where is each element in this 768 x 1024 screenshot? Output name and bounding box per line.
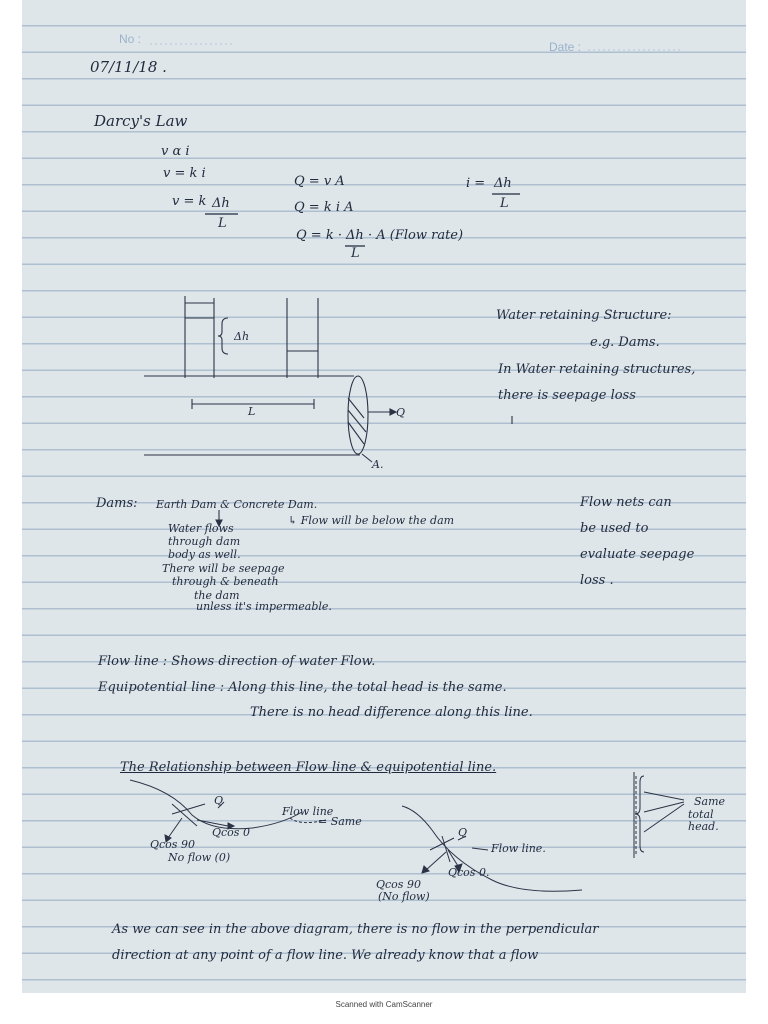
earth-dam-note-1: Water flows	[168, 522, 234, 535]
darcy-title: Darcy's Law	[94, 112, 188, 130]
same-total-head-diagram	[634, 772, 684, 858]
left-same-label: = Same	[318, 815, 362, 828]
left-noflow-label: No flow (0)	[168, 851, 231, 864]
flow-eq-3-rate: · A (Flow rate)	[368, 228, 464, 243]
earth-dam-note-2: through dam	[168, 535, 241, 548]
earth-dam-note-7: unless it's impermeable.	[196, 600, 332, 613]
notebook-page	[22, 0, 746, 993]
retaining-text-1: In Water retaining structures,	[498, 362, 696, 377]
flow-eq-3: Q = k ·	[296, 228, 342, 243]
figure-dh-label: Δh	[234, 330, 250, 343]
no-head-difference: There is no head difference along this line.	[250, 705, 533, 720]
gradient-length: L	[500, 196, 509, 211]
same-head-label-1: Same	[694, 795, 726, 808]
left-q-label: Q	[214, 794, 224, 807]
earth-dam-note-6: the dam	[194, 589, 240, 602]
right-noflow-label: (No flow)	[378, 890, 430, 903]
flow-line-definition: Flow line : Shows direction of water Flow.	[98, 654, 376, 669]
conclusion-line-1: As we can see in the above diagram, there is no flow in the perpendicular	[112, 922, 599, 937]
darcy-length: L	[218, 216, 227, 231]
note-date: 07/11/18 .	[90, 58, 167, 76]
flow-eq-3-length: L	[351, 246, 360, 261]
no-field-label: No :	[119, 32, 142, 46]
flow-eq-3-dh: Δh	[346, 228, 364, 243]
retaining-heading: Water retaining Structure:	[496, 308, 672, 323]
relationship-title: The Relationship between Flow line & equipotential line.	[120, 760, 497, 775]
earth-dam-note-5: through & beneath	[172, 575, 279, 588]
date-field-label: Date :	[549, 40, 582, 54]
right-flowline-label: Flow line.	[491, 842, 546, 855]
flownets-text-3: evaluate seepage	[580, 547, 695, 562]
dams-types: Earth Dam & Concrete Dam.	[156, 498, 318, 511]
flow-eq-1: Q = v A	[294, 174, 345, 189]
darcy-proportional: v α i	[161, 144, 190, 159]
flownets-text-1: Flow nets can	[580, 495, 672, 510]
flow-eq-2: Q = k i A	[294, 200, 354, 215]
figure-area-label: A.	[372, 458, 384, 471]
left-flowline-label: Flow line	[282, 805, 334, 818]
left-qcos90-label: Qcos 90	[150, 838, 195, 851]
gradient-eq: i =	[466, 176, 486, 191]
right-qcos90-label: Qcos 90	[376, 878, 421, 891]
scanner-watermark: Scanned with CamScanner	[335, 1000, 433, 1009]
same-head-label-2: total	[688, 808, 714, 821]
darcy-dh: Δh	[212, 196, 230, 211]
conclusion-line-2: direction at any point of a flow line. We already know that a flow	[112, 948, 539, 963]
earth-dam-note-3: body as well.	[168, 548, 241, 561]
retaining-text-2: there is seepage loss	[498, 388, 636, 403]
darcy-velocity-expanded: v = k	[172, 194, 207, 209]
figure-length-label: L	[248, 405, 256, 418]
flownets-text-4: loss .	[580, 573, 614, 588]
darcy-equation: v = k i	[163, 166, 206, 181]
flownets-text-2: be used to	[580, 521, 649, 536]
gradient-dh: Δh	[494, 176, 512, 191]
concrete-dam-note: ↳ Flow will be below the dam	[288, 514, 455, 527]
equipotential-definition: Equipotential line : Along this line, the total head is the same.	[98, 680, 507, 695]
earth-dam-note-4: There will be seepage	[162, 562, 285, 575]
figure-q-label: Q	[396, 406, 406, 419]
retaining-example: e.g. Dams.	[590, 335, 660, 350]
right-qcos0-label: Qcos 0.	[448, 866, 490, 879]
dams-heading: Dams:	[96, 496, 138, 511]
same-head-label-3: head.	[688, 820, 719, 833]
left-qcos0-label: Qcos 0	[212, 826, 250, 839]
permeameter-diagram	[144, 296, 512, 462]
right-q-label: Q	[458, 826, 468, 839]
